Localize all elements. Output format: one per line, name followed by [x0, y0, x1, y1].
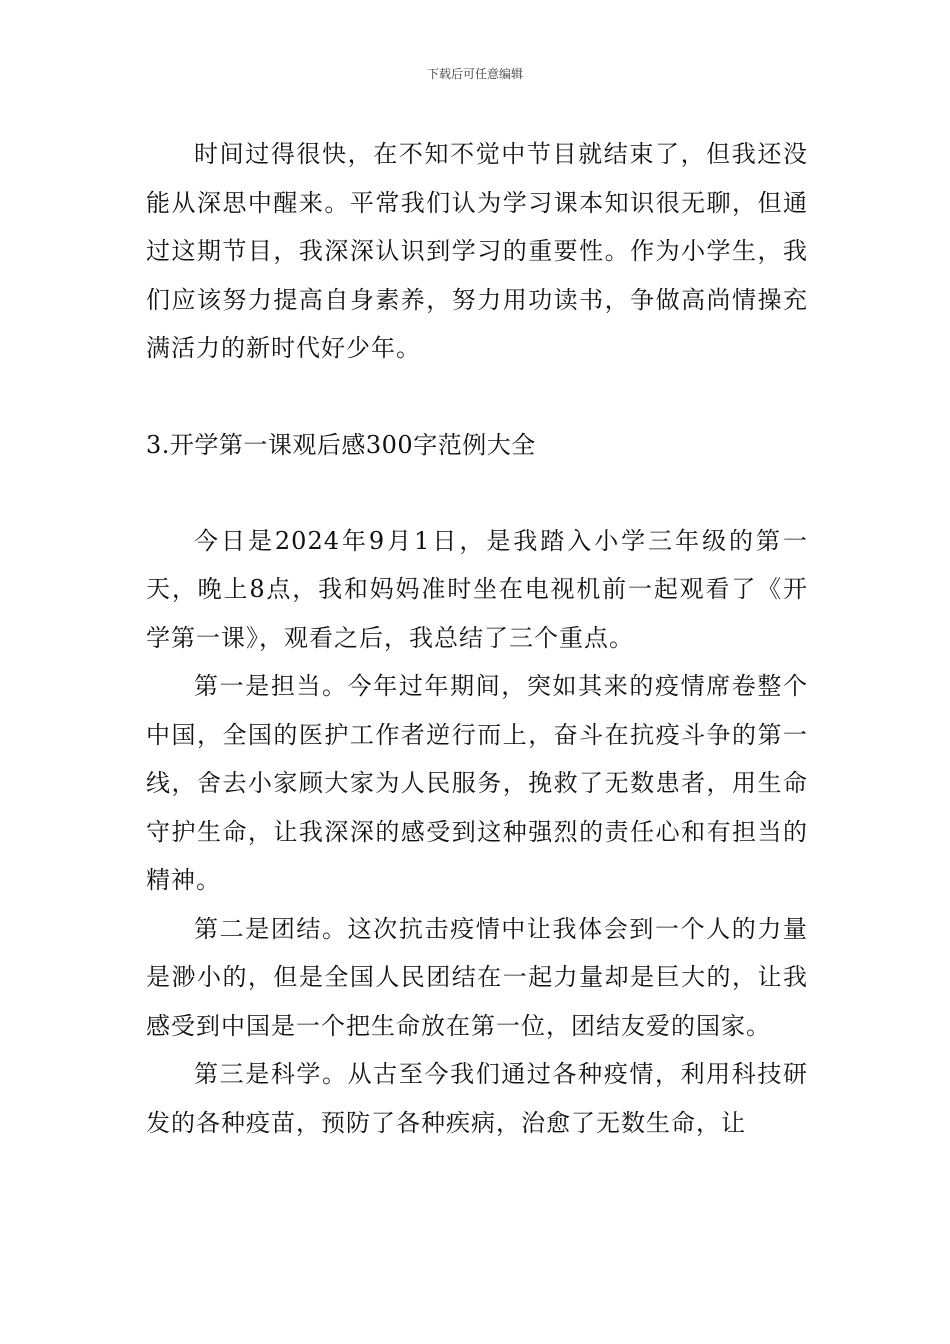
page-header-note: 下载后可任意编辑 [426, 67, 523, 81]
paragraph-3: 第二是团结。这次抗击疫情中让我体会到一个人的力量是渺小的，但是全国人民团结在一起力量却是巨大的，让我感受到中国是一个把生命放在第一位，团结友爱的国家。 [146, 914, 808, 1040]
spacer [146, 469, 808, 517]
paragraph-intro: 时间过得很快，在不知不觉中节目就结束了，但我还没能从深思中醒来。平常我们认为学习课本知识很无聊，但通过这期节目，我深深认识到学习的重要性。作为小学生，我们应该努力提高自身素养，努力用功读书，争做高尚情操充满活力的新时代好少年。 [146, 140, 808, 362]
paragraph-1: 今日是2024年9月1日，是我踏入小学三年级的第一天，晚上8点，我和妈妈准时坐在电视机前一起观看了《开学第一课》，观看之后，我总结了三个重点。 [146, 526, 808, 652]
paragraph-4: 第三是科学。从古至今我们通过各种疫情，利用科技研发的各种疫苗，预防了各种疾病，治愈了无数生命，让 [146, 1060, 808, 1137]
spacer [146, 373, 808, 421]
paragraph-2: 第一是担当。今年过年期间，突如其来的疫情席卷整个中国，全国的医护工作者逆行而上，奋斗在抗疫斗争的第一线，舍去小家顾大家为人民服务，挽救了无数患者，用生命守护生命，让我深深的感受到这种强烈的责任心和有担当的精神。 [146, 672, 808, 894]
section-heading: 3.开学第一课观后感300字范例大全 [146, 430, 536, 459]
document-body [146, 130, 808, 1147]
